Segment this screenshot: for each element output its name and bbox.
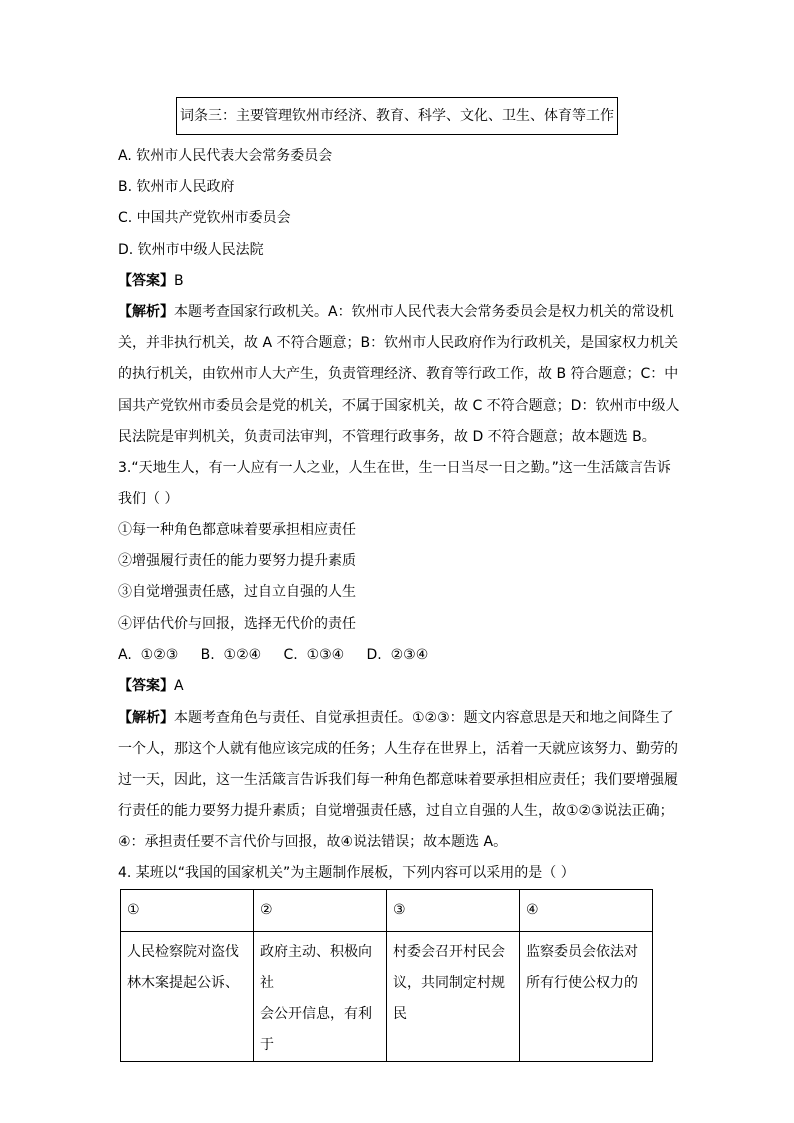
q3-statement-3: ③自觉增强责任感，过自立自强的人生 bbox=[118, 584, 356, 600]
q4-header-1: ① bbox=[121, 890, 254, 932]
q3-analysis-line-1 bbox=[118, 708, 674, 728]
q4-header-4: ④ bbox=[520, 890, 653, 932]
q2-option-b: B. 钦州市人民政府 bbox=[118, 179, 235, 195]
q4-stem: 4. 某班以“我国的国家机关”为主题制作展板，下列内容可以采用的是（ ） bbox=[118, 865, 575, 881]
q4-cell-4: 监察委员会依法对 所有行使公权力的 bbox=[520, 932, 653, 1062]
q4-header-3: ③ bbox=[387, 890, 520, 932]
term-three-box: 词条三：主要管理钦州市经济、教育、科学、文化、卫生、体育等工作 bbox=[176, 97, 618, 135]
q2-option-c: C. 中国共产党钦州市委员会 bbox=[118, 210, 291, 226]
q2-answer-label: 【答案】 bbox=[118, 273, 174, 289]
q4-cell-1: 人民检察院对盗伐 林木案提起公诉、 bbox=[121, 932, 254, 1062]
q3-answer bbox=[118, 676, 184, 696]
q3-stem-line-2: 我们（ ） bbox=[118, 491, 179, 507]
q2-answer bbox=[118, 271, 184, 291]
q2-analysis-line-4: 国共产党钦州市委员会是党的机关，不属于国家机关，故 C 不符合题意；D：钦州市中级人 bbox=[118, 398, 680, 414]
q2-analysis-line-2: 关，并非执行机关，故 A 不符合题意；B：钦州市人民政府作为行政机关，是国家权力机关 bbox=[118, 335, 679, 351]
q4-table-header-row bbox=[121, 890, 653, 932]
q3-analysis-line-5: ④：承担责任要不言代价与回报，故④说法错误；故本题选 A。 bbox=[118, 834, 508, 850]
q2-analysis-line-3: 的执行机关，由钦州市人大产生，负责管理经济、教育等行政工作，故 B 符合题意；C：中 bbox=[118, 366, 679, 382]
q4-table-content-row bbox=[121, 932, 653, 1062]
q3-statement-1: ①每一种角色都意味着要承担相应责任 bbox=[118, 522, 356, 538]
q2-answer-value: B bbox=[174, 273, 184, 289]
q4-header-2: ② bbox=[254, 890, 387, 932]
q3-statement-2: ②增强履行责任的能力要努力提升素质 bbox=[118, 553, 356, 569]
q3-answer-label: 【答案】 bbox=[118, 678, 174, 694]
q2-option-d: D. 钦州市中级人民法院 bbox=[118, 242, 264, 258]
q3-analysis-line-3: 过一天，因此，这一生活箴言告诉我们每一种角色都意味着要承担相应责任；我们要增强履 bbox=[118, 772, 678, 788]
q2-analysis-text-1: 本题考查国家行政机关。A：钦州市人民代表大会常务委员会是权力机关的常设机 bbox=[174, 304, 674, 320]
q3-analysis-label: 【解析】 bbox=[118, 710, 174, 726]
q3-analysis-text-1: 本题考查角色与责任、自觉承担责任。①②③：题文内容意思是天和地之间降生了 bbox=[174, 710, 674, 726]
q3-statement-4: ④评估代价与回报，选择无代价的责任 bbox=[118, 616, 356, 632]
q3-analysis-line-4: 行责任的能力要努力提升素质；自觉增强责任感，过自立自强的人生，故①②③说法正确； bbox=[118, 803, 674, 819]
q3-choices: A. ①②③ B. ①②④ C. ①③④ D. ②③④ bbox=[118, 647, 429, 663]
q4-table bbox=[120, 889, 653, 1062]
q4-cell-2: 政府主动、积极向社 会公开信息，有利于 bbox=[254, 932, 387, 1062]
q2-analysis-line-1 bbox=[118, 302, 674, 322]
q4-cell-3: 村委会召开村民会 议，共同制定村规民 bbox=[387, 932, 520, 1062]
q2-option-a: A. 钦州市人民代表大会常务委员会 bbox=[118, 148, 333, 164]
q2-analysis-line-5: 民法院是审判机关，负责司法审判，不管理行政事务，故 D 不符合题意；故本题选 B。 bbox=[118, 429, 656, 445]
q3-analysis-line-2: 一个人，那这个人就有他应该完成的任务；人生存在世界上，活着一天就应该努力、勤劳的 bbox=[118, 741, 678, 757]
q2-analysis-label: 【解析】 bbox=[118, 304, 174, 320]
q3-stem-line-1: 3.“天地生人，有一人应有一人之业，人生在世，生一日当尽一日之勤。”这一生活箴言告诉 bbox=[118, 460, 671, 476]
q3-answer-value: A bbox=[174, 678, 184, 694]
